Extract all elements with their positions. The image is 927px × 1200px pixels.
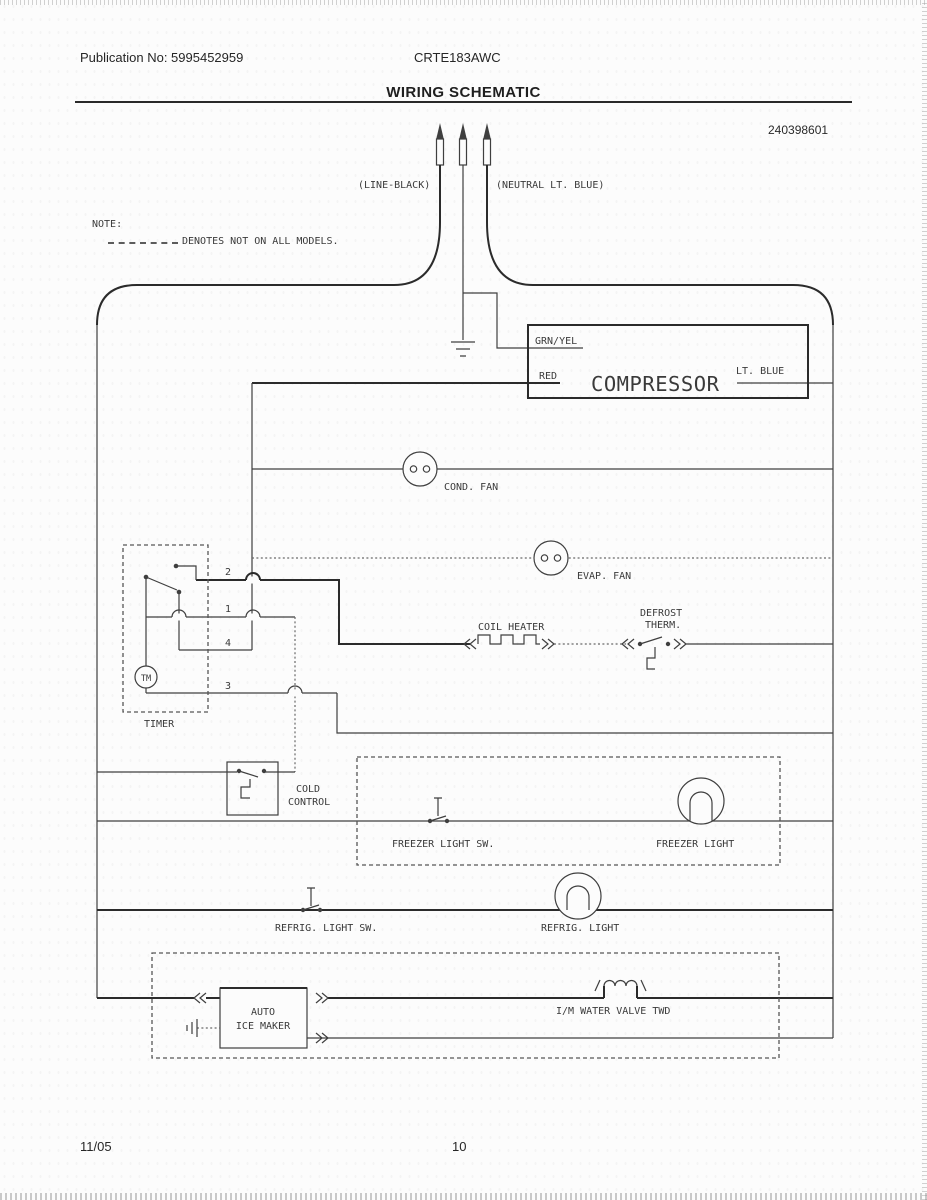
wire-line-side [97, 165, 440, 998]
ice-maker-label-1: AUTO [250, 1007, 276, 1018]
cold-control-label-1: COLD [296, 784, 321, 795]
compressor-label: COMPRESSOR [591, 372, 720, 396]
timer-terminal-1: 1 [224, 604, 232, 615]
cold-control-label-2: CONTROL [288, 797, 331, 808]
cold-control-switch-icon [237, 769, 266, 798]
timer-motor-label: TM [140, 674, 152, 684]
evap-fan-label: EVAP. FAN [577, 571, 632, 582]
freezer-light-label: FREEZER LIGHT [656, 839, 735, 850]
model-number: CRTE183AWC [414, 50, 501, 65]
icemaker-connector-right-icons [316, 993, 328, 1043]
freezer-light-switch-icon [428, 798, 449, 823]
timer-terminal-4: 4 [224, 638, 232, 649]
plug-prong-neutral-icon [483, 123, 491, 165]
evap-fan-motor-icon [534, 541, 568, 575]
coil-heater-icon [464, 635, 554, 649]
compressor-grn-yel-label: GRN/YEL [535, 336, 578, 347]
plug-prong-line-icon [436, 123, 444, 165]
wire-neutral-side [487, 165, 833, 1038]
refrig-light-lamp-icon [555, 873, 601, 919]
defrost-therm-label-1: DEFROST [640, 608, 683, 619]
part-number: 240398601 [768, 123, 829, 137]
cond-fan-label: COND. FAN [444, 482, 499, 493]
compressor-red-label: RED [539, 371, 558, 382]
footer-page-number: 10 [452, 1139, 467, 1154]
wire-timer-3 [146, 693, 833, 733]
coil-heater-label: COIL HEATER [478, 622, 545, 633]
cold-control-box [227, 762, 278, 815]
refrig-light-label: REFRIG. LIGHT [541, 923, 620, 934]
plug-prong-ground-icon [459, 123, 467, 165]
line-black-label: (LINE-BLACK) [358, 180, 431, 191]
ice-maker-label-2: ICE MAKER [235, 1021, 291, 1032]
refrig-light-switch-icon [301, 888, 322, 912]
water-valve-coil-icon [595, 980, 646, 991]
wire-hops [172, 573, 302, 697]
timer-switch-icon [144, 564, 196, 666]
water-valve-label: I/M WATER VALVE TWD [556, 1006, 671, 1017]
note-text: DENOTES NOT ON ALL MODELS. [182, 236, 339, 247]
footer-date: 11/05 [80, 1139, 112, 1154]
refrig-light-sw-label: REFRIG. LIGHT SW. [275, 923, 378, 934]
neutral-label: (NEUTRAL LT. BLUE) [496, 180, 605, 191]
defrost-thermostat-icon [622, 637, 686, 669]
ground-icon [451, 342, 475, 356]
wire-ground [451, 165, 583, 356]
timer-label: TIMER [144, 719, 175, 730]
defrost-therm-label-2: THERM. [645, 620, 682, 631]
page-title: WIRING SCHEMATIC [386, 84, 541, 101]
timer-terminal-2: 2 [224, 567, 232, 578]
timer-box [123, 545, 208, 712]
compressor-lt-blue-label: LT. BLUE [736, 366, 785, 377]
ice-maker-box [220, 988, 307, 1048]
freezer-light-sw-label: FREEZER LIGHT SW. [392, 839, 495, 850]
wire-timer-4 [179, 592, 252, 650]
timer-motor-icon [135, 666, 157, 693]
wire-water-valve [328, 986, 833, 998]
icemaker-connector-left-icon [194, 993, 206, 1003]
wire-timer-2 [196, 580, 470, 644]
note-label: NOTE: [92, 219, 123, 230]
cond-fan-motor-icon [403, 452, 437, 486]
compressor-box [528, 325, 808, 398]
publication-number: Publication No: 5995452959 [80, 50, 244, 65]
icemaker-ground-icon [187, 1019, 220, 1037]
timer-terminal-3: 3 [224, 681, 232, 692]
freezer-light-lamp-icon [678, 778, 724, 824]
